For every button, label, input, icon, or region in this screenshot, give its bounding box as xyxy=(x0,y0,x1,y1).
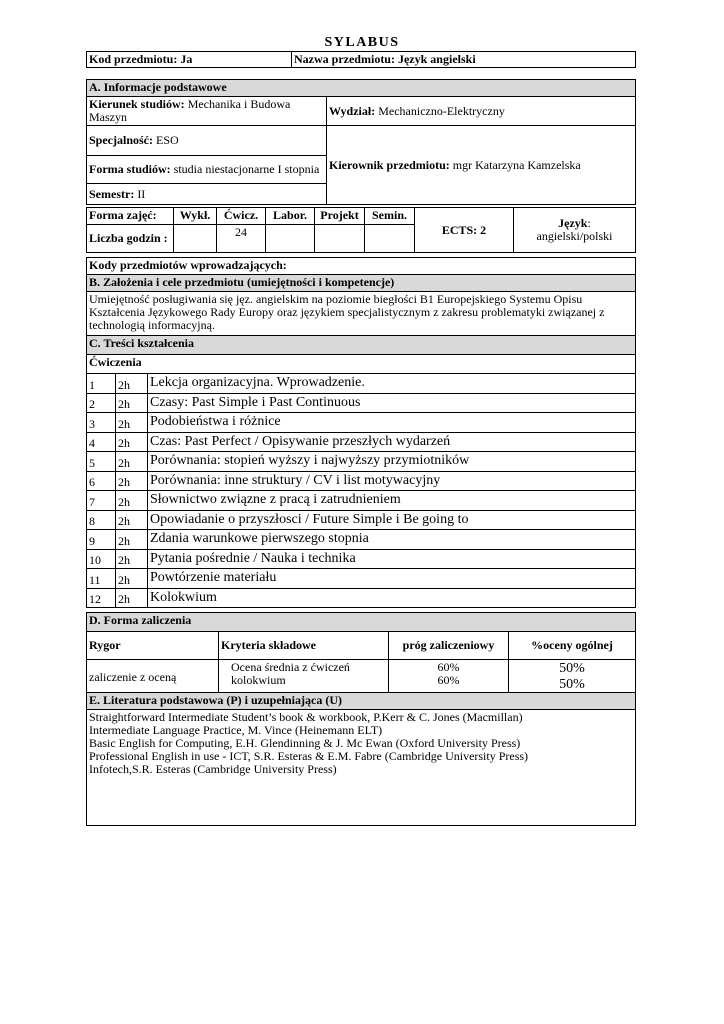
literature-item: Professional English in use - ICT, S.R. Esteras & E.M. Fabre (Cambridge University Press) xyxy=(89,749,529,763)
topic-title: Podobieństwa i różnice xyxy=(148,413,636,433)
section-b-heading: B. Założenia i cele przedmiotu (umiejętności i kompetencje) xyxy=(87,275,636,292)
topic-hours: 2h xyxy=(116,432,148,452)
labor-header: Labor. xyxy=(266,208,315,225)
topic-number: 9 xyxy=(87,530,116,550)
semin-header: Semin. xyxy=(365,208,415,225)
topic-number: 11 xyxy=(87,569,116,589)
header-table xyxy=(86,51,636,68)
topic-row xyxy=(87,588,636,608)
topic-number: 7 xyxy=(87,491,116,511)
topic-hours: 2h xyxy=(116,491,148,511)
topic-row xyxy=(87,452,636,472)
topic-title: Czas: Past Perfect / Opisywanie przeszłych wydarzeń xyxy=(148,432,636,452)
topic-number: 4 xyxy=(87,432,116,452)
topic-title: Pytania pośrednie / Nauka i technika xyxy=(148,549,636,569)
topic-row xyxy=(87,549,636,569)
section-e-heading: E. Literatura podstawowa (P) i uzupełniająca (U) xyxy=(87,693,636,710)
semin-value xyxy=(365,225,415,253)
section-c-subheading: Ćwiczenia xyxy=(87,355,636,374)
col-kryteria: Kryteria składowe xyxy=(219,632,389,660)
cwicz-value: 24 xyxy=(217,225,266,253)
topic-title: Powtórzenie materiału xyxy=(148,569,636,589)
labor-value xyxy=(266,225,315,253)
ects-cell: ECTS: 2 xyxy=(415,208,514,253)
section-bc-table xyxy=(86,257,636,608)
topic-hours: 2h xyxy=(116,413,148,433)
course-name: Nazwa przedmiotu: Język angielski xyxy=(292,52,636,68)
topic-title: Kolokwium xyxy=(148,588,636,608)
cwicz-header: Ćwicz. xyxy=(217,208,266,225)
topics-list xyxy=(87,374,636,608)
kierownik-cell xyxy=(327,126,636,205)
topic-title: Czasy: Past Simple i Past Continuous xyxy=(148,393,636,413)
topic-row xyxy=(87,432,636,452)
forma-value: studia niestacjonarne I stopnia xyxy=(173,162,320,176)
col-ocena: %oceny ogólnej xyxy=(509,632,636,660)
section-b-text: Umiejętność posługiwania się jęz. angielskim na poziomie biegłości B1 Europejskiego Systemu Opisu Kształcenia Językowego Rady Europy oraz językiem specjalistycznym z zakresu problematyki związanej z technologią informacyjną. xyxy=(87,292,636,336)
section-c-heading: C. Treści kształcenia xyxy=(87,336,636,355)
kierunek-value: Mechanika i Budowa Maszyn xyxy=(89,97,291,124)
section-d-heading: D. Forma zaliczenia xyxy=(87,613,636,632)
section-d-table xyxy=(86,612,636,695)
topic-hours: 2h xyxy=(116,588,148,608)
kierunek-label: Kierunek studiów: xyxy=(89,97,185,111)
ocena-1: 50% xyxy=(559,661,585,676)
ocena-2: 50% xyxy=(559,677,585,692)
section-e-table xyxy=(86,692,636,826)
topic-row xyxy=(87,491,636,511)
kryterium-1: Ocena średnia z ćwiczeń xyxy=(231,660,350,674)
topic-title: Lekcja organizacyjna. Wprowadzenie. xyxy=(148,374,636,394)
kierownik-label: Kierownik przedmiotu: xyxy=(329,157,450,172)
wydzial-value: Mechaniczno-Elektryczny xyxy=(378,103,505,118)
wydzial-cell xyxy=(327,97,636,126)
col-rygor: Rygor xyxy=(87,632,219,660)
topic-hours: 2h xyxy=(116,569,148,589)
kryterium-2: kolokwium xyxy=(231,673,286,687)
semestr-cell xyxy=(87,184,327,205)
topic-number: 6 xyxy=(87,471,116,491)
kody-row: Kody przedmiotów wprowadzających: xyxy=(87,258,636,275)
literature-item: Intermediate Language Practice, M. Vince (Heinemann ELT) xyxy=(89,723,383,737)
semestr-value: II xyxy=(137,186,146,201)
projekt-value xyxy=(315,225,365,253)
specjalnosc-label: Specjalność: xyxy=(89,133,153,147)
wykl-header: Wykł. xyxy=(174,208,217,225)
literature-item: Straightforward Intermediate Student’s book & workbook, P.Kerr & C. Jones (Macmillan) xyxy=(89,710,523,724)
topic-number: 12 xyxy=(87,588,116,608)
topic-title: Porównania: inne struktury / CV i list motywacyjny xyxy=(148,471,636,491)
topic-title: Opowiadanie o przyszłosci / Future Simple i Be going to xyxy=(148,510,636,530)
liczba-godzin-label: Liczba godzin : xyxy=(87,225,174,253)
prog-1: 60% xyxy=(437,660,460,674)
prog-2: 60% xyxy=(437,673,460,687)
kierunek-cell xyxy=(87,97,327,126)
specjalnosc-value: ESO xyxy=(156,133,179,147)
topic-number: 8 xyxy=(87,510,116,530)
rygor-value: zaliczenie z oceną xyxy=(87,660,219,695)
topic-number: 2 xyxy=(87,393,116,413)
section-a-table xyxy=(86,79,636,205)
topic-number: 1 xyxy=(87,374,116,394)
specjalnosc-cell xyxy=(87,126,327,156)
jezyk-cell xyxy=(514,208,636,253)
ocena-values xyxy=(509,660,636,695)
kryteria-values xyxy=(219,660,389,695)
kierownik-value: mgr Katarzyna Kamzelska xyxy=(452,157,581,172)
topic-number: 3 xyxy=(87,413,116,433)
literature-item: Basic English for Computing, E.H. Glendinning & J. Mc Ewan (Oxford University Press) xyxy=(89,736,521,750)
forma-zajec-label: Forma zajęć: xyxy=(87,208,174,225)
topic-hours: 2h xyxy=(116,393,148,413)
forma-studiow-cell xyxy=(87,156,327,184)
topic-hours: 2h xyxy=(116,452,148,472)
col-prog: próg zaliczeniowy xyxy=(389,632,509,660)
projekt-header: Projekt xyxy=(315,208,365,225)
jezyk-value: angielski/polski xyxy=(536,229,613,243)
topic-title: Porównania: stopień wyższy i najwyższy przymiotników xyxy=(148,452,636,472)
jezyk-colon: : xyxy=(587,216,591,230)
topic-row xyxy=(87,510,636,530)
topic-hours: 2h xyxy=(116,374,148,394)
topic-number: 5 xyxy=(87,452,116,472)
topic-row xyxy=(87,393,636,413)
topic-row xyxy=(87,471,636,491)
topic-row xyxy=(87,374,636,394)
forma-label: Forma studiów: xyxy=(89,162,171,176)
section-a-heading: A. Informacje podstawowe xyxy=(87,80,636,97)
topic-hours: 2h xyxy=(116,510,148,530)
literature-item: Infotech,S.R. Esteras (Cambridge University Press) xyxy=(89,762,337,776)
topic-number: 10 xyxy=(87,549,116,569)
literature-list xyxy=(87,710,636,826)
course-code: Kod przedmiotu: Ja xyxy=(87,52,292,68)
wykl-value xyxy=(174,225,217,253)
wydzial-label: Wydział: xyxy=(329,103,376,118)
topic-hours: 2h xyxy=(116,530,148,550)
topic-hours: 2h xyxy=(116,549,148,569)
hours-table xyxy=(86,207,636,253)
semestr-label: Semestr: xyxy=(89,186,135,201)
topic-title: Zdania warunkowe pierwszego stopnia xyxy=(148,530,636,550)
document-title: SYLABUS xyxy=(324,35,400,50)
topic-hours: 2h xyxy=(116,471,148,491)
jezyk-label: Język xyxy=(558,216,588,230)
topic-row xyxy=(87,413,636,433)
prog-values xyxy=(389,660,509,695)
topic-row xyxy=(87,530,636,550)
topic-row xyxy=(87,569,636,589)
topic-title: Słownictwo związne z pracą i zatrudnieniem xyxy=(148,491,636,511)
